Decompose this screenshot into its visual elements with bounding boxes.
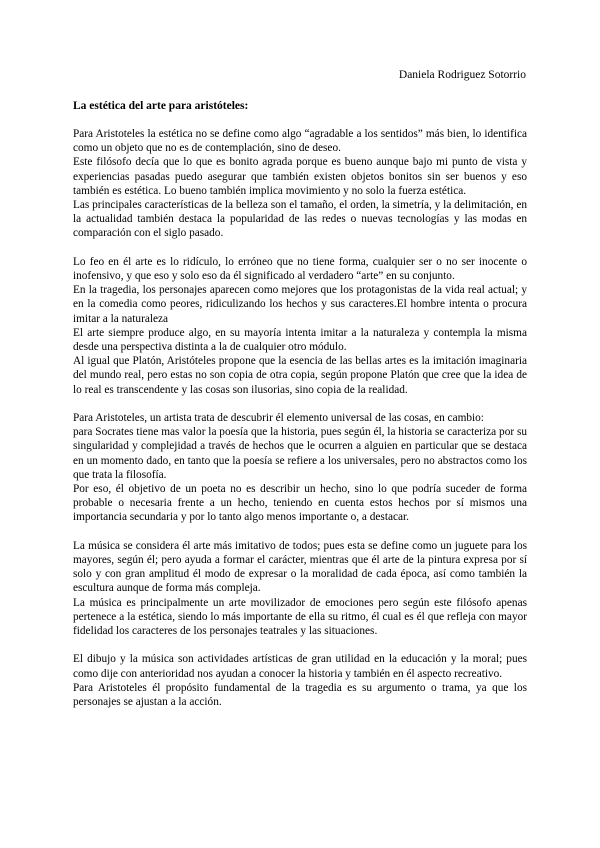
paragraph-spacer [73,638,527,652]
paragraph-spacer [73,241,527,255]
paragraph: La música es principalmente un arte movilizador de emociones pero según este filósofo apenas pertenece a la estética, siendo lo más importante de ella su ritmo, él cual es él que refleja con mayor fidelidad los caracteres de los personajes teatrales y las situaciones. [73,596,527,638]
author-name: Daniela Rodriguez Sotorrio [398,69,526,81]
paragraph: Las principales características de la belleza son el tamaño, el orden, la simetría, y la delimitación, en la actualidad también destaca la popularidad de las redes o nuevas tecnologías y las modas en comparación con el siglo pasado. [73,199,527,240]
paragraph: En la tragedia, los personajes aparecen como mejores que los protagonistas de la vida real actual; y en la comedia como peores, ridiculizando los hechos y sus caracteres.El hombre intenta o procura imitar a la naturaleza [73,284,527,325]
paragraph: para Socrates tiene mas valor la poesía que la historia, pues según él, la historia se caracteriza por su singularidad y complejidad a través de hechos que le ocurren a alguien en particular que se destaca en un momento dado, en tanto que la poesía se refiere a los universales, pero no abstractos como los que trata la filosofía. [73,426,527,481]
paragraph: Para Aristoteles la estética no se define como algo “agradable a los sentidos” más bien, lo identifica como un objeto que no es de contemplación, sino de deseo. [73,128,527,155]
paragraph-spacer [73,525,527,539]
paragraph-spacer [73,397,527,411]
paragraph: Este filósofo decía que lo que es bonito agrada porque es bueno aunque bajo mi punto de vista y experiencias pasadas puedo asegurar que también existen objetos bonitos sin ser buenos y eso también es estética. Lo bueno también implica movimiento y no solo la fuerza estética. [73,156,527,197]
paragraph: Para Aristoteles él propósito fundamental de la tragedia es su argumento o trama, ya que los personajes se ajustan a la acción. [73,681,527,709]
paragraph: El dibujo y la música son actividades artísticas de gran utilidad en la educación y la moral; pues como dije con anterioridad nos ayudan a conocer la historia y también en él aspecto recreativo. [73,653,527,680]
paragraph: Por eso, él objetivo de un poeta no es describir un hecho, sino lo que podría suceder de forma probable o necesaria frente a un hecho, teniendo en cuenta estos hechos por sí mismos una importancia secundaria y por lo tanto algo menos importante o, a destacar. [73,483,527,524]
document-title: La estética del arte para aristóteles: [73,100,249,112]
paragraph: Lo feo en él arte es lo ridículo, lo erróneo que no tiene forma, cualquier ser o no ser inocente o inofensivo, y que eso y solo eso da él significado al verdadero “arte” en su conjunto. [73,255,527,283]
paragraph: Al igual que Platón, Aristóteles propone que la esencia de las bellas artes es la imitación imaginaria del mundo real, pero estas no son copia de otra copia, según propone Platón que cree que la idea de lo real es transcendente y las cosas son ilusorias, sino copia de la realidad. [73,355,527,396]
document-body [73,127,527,709]
paragraph: La música se considera él arte más imitativo de todos; pues esta se define como un juguete para los mayores, según él; pero ayuda a formar el carácter, mientras que él arte de la pintura expresa por sí solo y con gran amplitud él modo de expresar o la moralidad de cada época, así como también la escultura aunque de forma más compleja. [73,539,527,595]
paragraph: Para Aristoteles, un artista trata de descubrir él elemento universal de las cosas, en cambio: [73,412,484,425]
paragraph: El arte siempre produce algo, en su mayoría intenta imitar a la naturaleza y contempla la misma desde una perspectiva distinta a la de cualquier otro módulo. [73,326,527,354]
